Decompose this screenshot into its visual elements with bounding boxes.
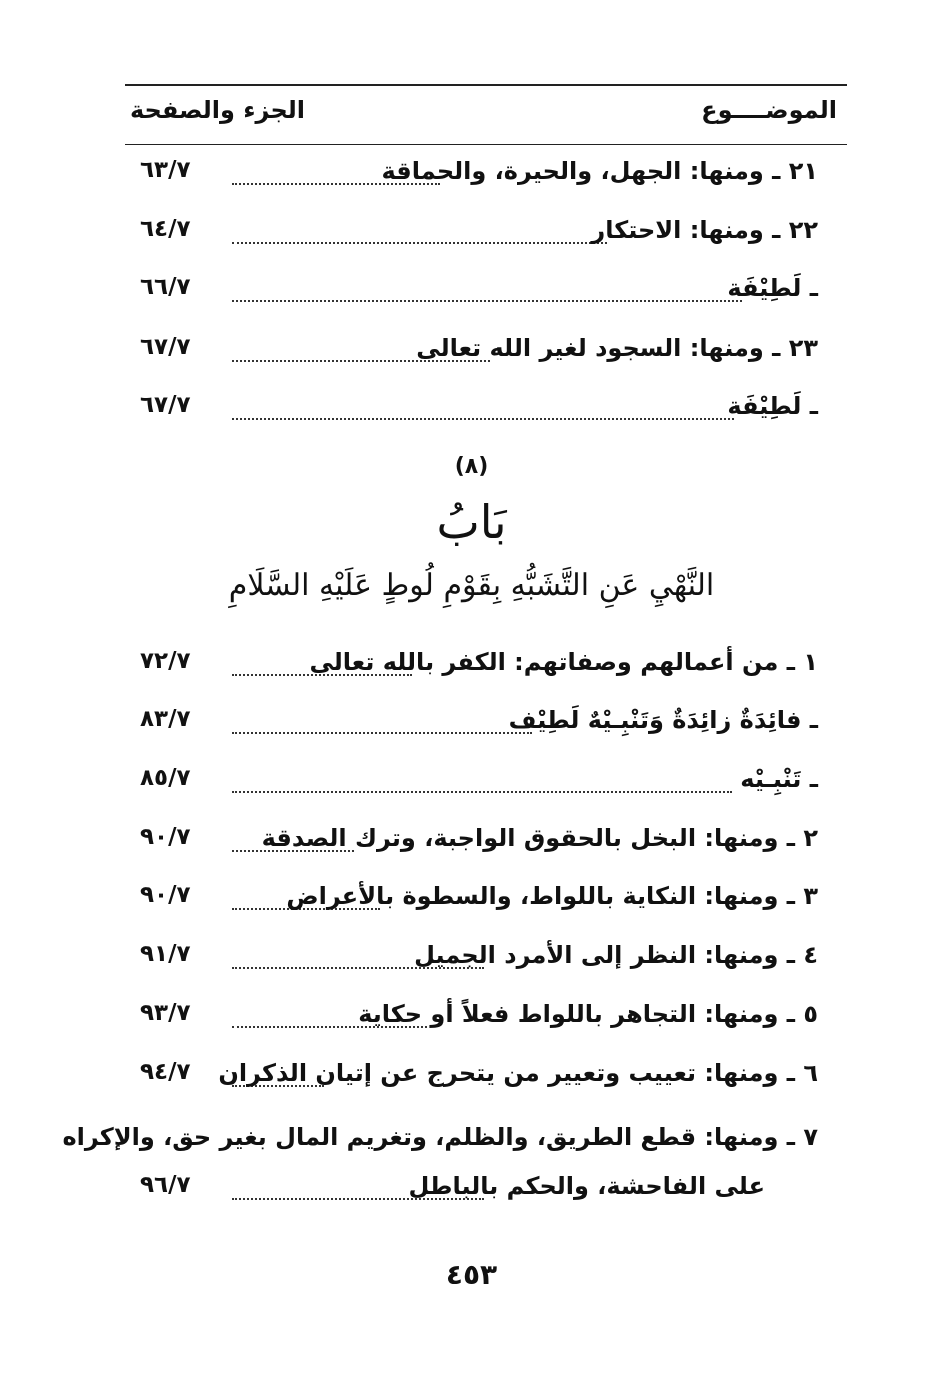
leader-dots — [232, 732, 532, 734]
toc-entry — [0, 941, 943, 981]
toc-entry-ref: ٦٧/٧ — [140, 334, 191, 360]
toc-entry-title: ٢١ ـ ومنها: الجهل، والحيرة، والحماقة — [381, 157, 818, 185]
page-number: ٤٥٣ — [445, 1258, 498, 1291]
toc-entry — [0, 392, 943, 432]
leader-dots — [232, 300, 742, 302]
toc-entry-title: ٥ ـ ومنها: التجاهر باللواط فعلاً أو حكاية — [358, 1000, 818, 1028]
toc-entry-ref: ٦٧/٧ — [140, 392, 191, 418]
toc-entry — [0, 216, 943, 256]
toc-entry-title-line1: ٧ ـ ومنها: قطع الطريق، والظلم، وتغريم المال بغير حق، والإكراه — [62, 1123, 818, 1151]
header-bottom-rule — [125, 144, 847, 145]
leader-dots — [232, 242, 607, 244]
toc-entry — [0, 824, 943, 864]
volume-page-column-header: الجزء والصفحة — [130, 96, 306, 124]
toc-entry-title: ٢٣ ـ ومنها: السجود لغير الله تعالى — [416, 334, 818, 362]
toc-entry-title: ـ لَطِيْفَة — [727, 392, 818, 420]
toc-entry-ref: ٩٤/٧ — [140, 1059, 191, 1085]
leader-dots — [232, 791, 732, 793]
toc-entry-ref: ٦٣/٧ — [140, 157, 191, 183]
toc-entry — [0, 157, 943, 197]
toc-entry-ref: ٦٤/٧ — [140, 216, 191, 242]
toc-entry-ref: ٩٠/٧ — [140, 882, 191, 908]
toc-entry-ref: ٨٣/٧ — [140, 706, 191, 732]
toc-entry-ref: ٨٥/٧ — [140, 765, 191, 791]
topic-column-header: الموضــــوع — [701, 96, 837, 124]
toc-entry — [0, 648, 943, 688]
toc-entry — [0, 274, 943, 314]
toc-entry-title: ـ تَنْبِـيْه — [740, 765, 818, 793]
toc-entry — [0, 765, 943, 805]
toc-entry — [0, 706, 943, 746]
toc-entry-ref: ٦٦/٧ — [140, 274, 191, 300]
toc-entry-ref: ٧٢/٧ — [140, 648, 191, 674]
toc-entry-title: ٦ ـ ومنها: تعييب وتعيير من يتحرج عن إتيان الذكران — [218, 1059, 818, 1087]
toc-entry-title: ٣ ـ ومنها: النكاية باللواط، والسطوة بالأعراض — [286, 882, 818, 910]
header-top-rule — [125, 84, 847, 86]
toc-entry-ref: ٩١/٧ — [140, 941, 191, 967]
toc-entry-title: ١ ـ من أعمالهم وصفاتهم: الكفر بالله تعالى — [309, 648, 818, 676]
toc-entry-title: ـ فائِدَةٌ زائِدَةٌ وَتَنْبِـيْهٌ لَطِيْف — [508, 706, 818, 734]
toc-entry — [0, 1059, 943, 1099]
section-number: (٨) — [454, 454, 489, 479]
toc-entry — [0, 1172, 943, 1212]
toc-entry — [0, 334, 943, 374]
toc-entry-ref: ٩٦/٧ — [140, 1172, 191, 1198]
toc-entry-title-line2: على الفاحشة، والحكم بالباطل — [408, 1172, 765, 1200]
toc-entry-ref: ٩٠/٧ — [140, 824, 191, 850]
toc-entry-title: ٢٢ ـ ومنها: الاحتكار — [591, 216, 818, 244]
toc-entry-title: ٤ ـ ومنها: النظر إلى الأمرد الجميل — [414, 941, 818, 969]
toc-entry-ref: ٩٣/٧ — [140, 1000, 191, 1026]
leader-dots — [232, 418, 734, 420]
toc-entry-title: ٢ ـ ومنها: البخل بالحقوق الواجبة، وترك الصدقة — [261, 824, 818, 852]
toc-entry — [0, 1000, 943, 1040]
toc-entry — [0, 882, 943, 922]
bab-heading: بَابُ — [436, 495, 507, 549]
toc-entry-title: ـ لَطِيْفَة — [727, 274, 818, 302]
bab-title: النَّهْيِ عَنِ التَّشَبُّهِ بِقَوْمِ لُوطٍ عَلَيْهِ السَّلَامِ — [228, 568, 715, 603]
